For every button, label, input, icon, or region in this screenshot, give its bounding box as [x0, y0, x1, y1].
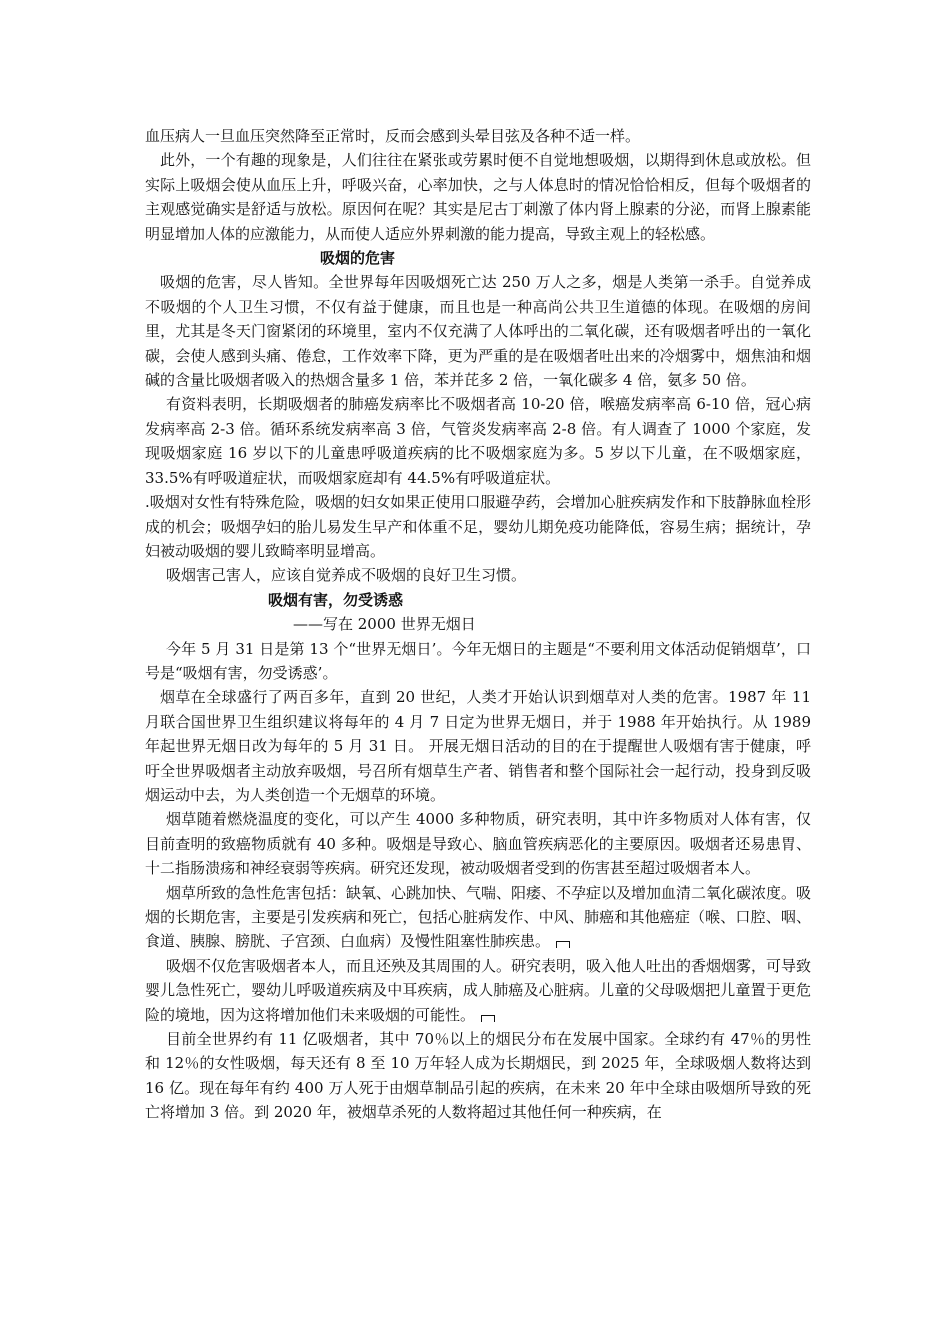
document-page — [145, 124, 811, 1125]
paragraph-6: 吸烟害己害人，应该自觉养成不吸烟的良好卫生习惯。 — [166, 566, 527, 585]
paragraph-3: 吸烟的危害，尽人皆知。全世界每年因吸烟死亡达 250 万人之多，烟是人类第一杀手。自觉养成不吸烟的个人卫生习惯，不仅有益于健康，而且也是一种高尚公共卫生道德的体现。在吸烟的房间里，尤其是冬天门窗紧闭的环境里，室内不仅充满了人体呼出的二氧化碳，还有吸烟者呼出的一氧化碳，会使人感到头痛、倦怠，工作效率下降，更为严重的是在吸烟者吐出来的冷烟雾中，烟焦油和烟碱的含量比吸烟者吸入的热烟含量多 1 倍，苯并芘多 2 倍，一氧化碳多 4 倍，氨多 50 倍。 — [145, 273, 811, 390]
paragraph-4: 有资料表明，长期吸烟者的肺癌发病率比不吸烟者高 10-20 倍，喉癌发病率高 6-10 倍，冠心病发病率高 2-3 倍。循环系统发病率高 3 倍，气管炎发病率高 2-8 倍。有人调查了 1000 个家庭，发现吸烟家庭 16 岁以下的儿童患呼吸道疾病的比不吸烟家庭为多。5 岁以下儿童，在不吸烟家庭，33.5%有呼吸道症状，而吸烟家庭却有 44.5%有呼吸道症状。 — [145, 395, 811, 487]
paragraph-1: 血压病人一旦血压突然降至正常时，反而会感到头晕目弦及各种不适一样。 — [145, 127, 641, 145]
section-subtitle: ——写在 2000 世界无烟日 — [293, 615, 476, 634]
paragraph-11 — [145, 954, 811, 1027]
section-heading-2: 吸烟有害，勿受诱惑 — [268, 590, 404, 609]
paragraph-8: 烟草在全球盛行了两百多年，直到 20 世纪，人类才开始认识到烟草对人类的危害。1987 年 11 月联合国世界卫生组织建议将每年的 4 月 7 日定为世界无烟日，并于 1988 年开始执行。从 1989 年起世界无烟日改为每年的 5 月 31 日。 开展无烟日活动的目的在于提醒世人吸烟有害于健康，呼吁全世界吸烟者主动放弃吸烟，号召所有烟草生产者、销售者和整个国际社会一起行动，投身到反吸烟运动中去，为人类创造一个无烟草的环境。 — [145, 688, 811, 804]
paragraph-12: 目前全世界约有 11 亿吸烟者，其中 70％以上的烟民分布在发展中国家。全球约有 47％的男性和 12％的女性吸烟，每天还有 8 至 10 万年轻人成为长期烟民，到 2025 年，全球吸烟人数将达到 16 亿。现在每年有约 400 万人死于由烟草制品引起的疾病，在未来 20 年中全球由吸烟所导致的死亡将增加 3 倍。到 2020 年，被烟草杀死的人数将超过其他任何一种疾病，在 — [145, 1030, 811, 1122]
bracket-mark-icon — [556, 941, 570, 948]
paragraph-11-text: 吸烟不仅危害吸烟者本人，而且还殃及其周围的人。研究表明，吸入他人吐出的香烟烟雾，可导致婴儿急性死亡，婴幼儿呼吸道疾病及中耳疾病，成人肺癌及心脏病。儿童的父母吸烟把儿童置于更危险的境地，因为这将增加他们未来吸烟的可能性。 — [145, 956, 812, 1024]
section-heading-1: 吸烟的危害 — [320, 249, 396, 268]
paragraph-10-text: 烟草所致的急性危害包括：缺氧、心跳加快、气喘、阳痿、不孕症以及增加血清二氧化碳浓度。吸烟的长期危害，主要是引发疾病和死亡，包括心脏病发作、中风、肺癌和其他癌症（喉、口腔、咽、食道、胰腺、膀胱、子宫颈、白血病）及慢性阻塞性肺疾患。 — [145, 883, 812, 951]
paragraph-2: 此外，一个有趣的现象是，人们往往在紧张或劳累时便不自觉地想吸烟，以期得到休息或放松。但实际上吸烟会使从血压上升，呼吸兴奋，心率加快，之与人体息时的情况恰恰相反，但每个吸烟者的主观感觉确实是舒适与放松。原因何在呢？其实是尼古丁刺激了体内肾上腺素的分泌，而肾上腺素能明显增加人体的应激能力，从而使人适应外界刺激的能力提高，导致主观上的轻松感。 — [145, 151, 811, 243]
paragraph-7: 今年 5 月 31 日是第 13 个“世界无烟日’。今年无烟日的主题是“不要利用文体活动促销烟草’，口号是“吸烟有害，勿受诱惑’。 — [145, 639, 811, 682]
paragraph-10 — [145, 881, 811, 954]
paragraph-5: .吸烟对女性有特殊危险，吸烟的妇女如果正使用口服避孕药，会增加心脏疾病发作和下肢静脉血栓形成的机会；吸烟孕妇的胎儿易发生早产和体重不足，婴幼儿期免疫功能降低，容易生病；据统计，孕妇被动吸烟的婴儿致畸率明显增高。 — [145, 493, 811, 560]
bracket-mark-icon — [481, 1015, 495, 1022]
paragraph-9: 烟草随着燃烧温度的变化，可以产生 4000 多种物质，研究表明，其中许多物质对人体有害，仅目前查明的致癌物质就有 40 多种。吸烟是导致心、脑血管疾病恶化的主要原因。吸烟者还易患胃、十二指肠溃疡和神经衰弱等疾病。研究还发现，被动吸烟者受到的伤害甚至超过吸烟者本人。 — [145, 810, 811, 878]
